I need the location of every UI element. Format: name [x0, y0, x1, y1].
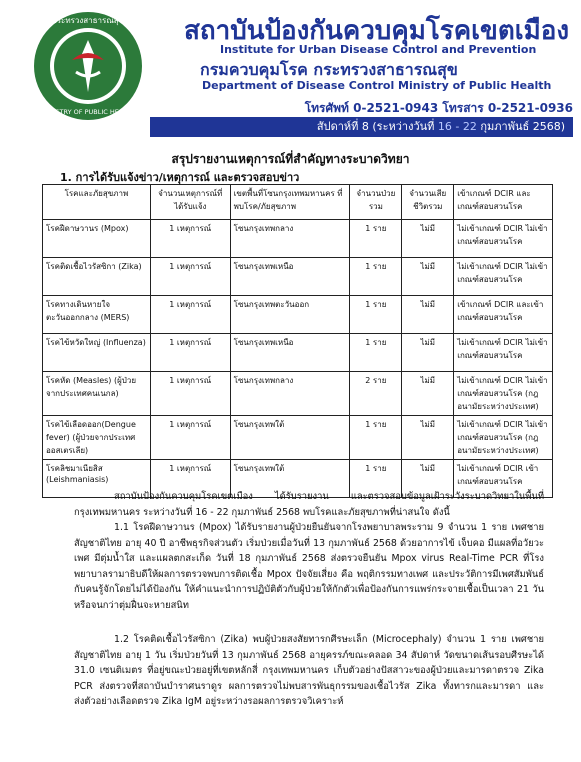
table-row	[43, 258, 553, 296]
cell-criteria: ไม่เข้าเกณฑ์ DCIR เข้าเกณฑ์สอบสวนโรค	[454, 460, 553, 498]
cell-deaths: ไม่มี	[402, 296, 454, 334]
week-label: สัปดาห์ที่ 8 (ระหว่างวันที่	[316, 120, 438, 133]
cell-deaths: ไม่มี	[402, 258, 454, 296]
table-row	[43, 416, 553, 460]
cell-disease: โรคฝีดาษวานร (Mpox)	[43, 220, 151, 258]
cell-deaths: ไม่มี	[402, 372, 454, 416]
cell-deaths: ไม่มี	[402, 460, 454, 498]
header-deaths: จำนวนเสียชีวิตรวม	[402, 185, 454, 220]
institute-name-english: Institute for Urban Disease Control and Prevention	[220, 43, 537, 56]
cell-zone: โซนกรุงเทพเหนือ	[230, 258, 350, 296]
contact-phone-fax: โทรศัพท์ 0-2521-0943 โทรสาร 0-2521-0936	[304, 101, 573, 115]
table-row	[43, 372, 553, 416]
cell-cases: 1 ราย	[350, 334, 402, 372]
cell-criteria: ไม่เข้าเกณฑ์ DCIR ไม่เข้าเกณฑ์สอบสวนโรค	[454, 220, 553, 258]
cell-zone: โซนกรุงเทพกลาง	[230, 372, 350, 416]
cell-criteria: ไม่เข้าเกณฑ์ DCIR ไม่เข้าเกณฑ์สอบสวนโรค	[454, 258, 553, 296]
header-criteria: เข้าเกณฑ์ DCIR และเกณฑ์สอบสวนโรค	[454, 185, 553, 220]
cell-events: 1 เหตุการณ์	[150, 258, 230, 296]
logo-thai-text: กระทรวงสาธารณสุข	[51, 16, 125, 25]
cell-disease: โรคติดเชื้อไวรัสซิกา (Zika)	[43, 258, 151, 296]
cell-zone: โซนกรุงเทพกลาง	[230, 220, 350, 258]
cell-criteria: ไม่เข้าเกณฑ์ DCIR ไม่เข้าเกณฑ์สอบสวนโรค (กฎอนามัยระหว่างประเทศ)	[454, 416, 553, 460]
table-row	[43, 220, 553, 258]
week-end: กุมภาพันธ์ 2568)	[476, 120, 565, 133]
section-title: 1. การได้รับแจ้งข่าว/เหตุการณ์ และตรวจสอบข่าว	[60, 171, 300, 184]
cell-zone: โซนกรุงเทพใต้	[230, 460, 350, 498]
cell-events: 1 เหตุการณ์	[150, 220, 230, 258]
department-name-english: Department of Disease Control Ministry of Public Health	[202, 79, 552, 92]
cell-cases: 2 ราย	[350, 372, 402, 416]
table-header-row	[43, 185, 553, 220]
cell-zone: โซนกรุงเทพใต้	[230, 416, 350, 460]
intro-paragraph: สถาบันป้องกันควบคุมโรคเขตเมือง ได้รับรายงาน และตรวจสอบข้อมูลเฝ้าระวังระบาดวิทยาในพื้นที่กรุงเทพมหานคร ระหว่างวันที่ 16 - 22 กุมภาพันธ์ 2568 พบโรคและภัยสุขภาพที่น่าสนใจ ดังนี้	[74, 491, 544, 518]
cell-cases: 1 ราย	[350, 296, 402, 334]
logo-english-text: MINISTRY OF PUBLIC HEALTH	[41, 108, 135, 116]
institute-name-thai: สถาบันป้องกันควบคุมโรคเขตเมือง	[184, 16, 570, 46]
cell-cases: 1 ราย	[350, 258, 402, 296]
cell-criteria: เข้าเกณฑ์ DCIR และเข้าเกณฑ์สอบสวนโรค	[454, 296, 553, 334]
events-table	[42, 184, 553, 498]
cell-cases: 1 ราย	[350, 416, 402, 460]
cell-criteria: ไม่เข้าเกณฑ์ DCIR ไม่เข้าเกณฑ์สอบสวนโรค	[454, 334, 553, 372]
header-cases: จำนวนป่วยรวม	[350, 185, 402, 220]
cell-events: 1 เหตุการณ์	[150, 416, 230, 460]
cell-events: 1 เหตุการณ์	[150, 334, 230, 372]
department-name-thai: กรมควบคุมโรค กระทรวงสาธารณสุข	[200, 60, 458, 79]
cell-events: 1 เหตุการณ์	[150, 372, 230, 416]
cell-events: 1 เหตุการณ์	[150, 460, 230, 498]
cell-disease: โรคไข้เลือดออก(Dengue fever) (ผู้ป่วยจากประเทศออสเตรเลีย)	[43, 416, 151, 460]
report-title: สรุปรายงานเหตุการณ์ที่สำคัญทางระบาดวิทยา	[171, 152, 410, 166]
zika-paragraph: 1.2 โรคติดเชื้อไวรัสซิกา (Zika) พบผู้ป่วยสงสัยทารกศีรษะเล็ก (Microcephaly) จำนวน 1 ราย เพศชาย สัญชาติไทย อายุ 1 วัน เริ่มป่วยวันที่ 13 กุมภาพันธ์ 2568 อายุครรภ์ขณะคลอด 34 สัปดาห์ วัดขนาดเส้นรอบศีรษะได้ 31.0 เซนติเมตร ที่อยู่ขณะป่วยอยู่ที่เขตหลักสี่ กรุงเทพมหานคร เก็บตัวอย่างปัสสาวะของผู้ป่วยและมารดาตรวจ Zika PCR ส่งตรวจที่สถาบันบำราศนราดูร ผลการตรวจไม่พบสารพันธุกรรมของเชื้อไวรัส Zika ทั้งทารกและมารดา และส่งตัวอย่างเลือดตรวจ Zika IgM อยู่ระหว่างรอผลการตรวจวิเคราะห์	[74, 634, 544, 707]
cell-cases: 1 ราย	[350, 220, 402, 258]
cell-disease: โรคหัด (Measles) (ผู้ป่วยจากประเทศคนเนกล)	[43, 372, 151, 416]
cell-cases: 1 ราย	[350, 460, 402, 498]
table-row	[43, 296, 553, 334]
header-event-count: จำนวนเหตุการณ์ที่ได้รับแจ้ง	[150, 185, 230, 220]
cell-disease: โรคลิชมาเนียสิส (Leishmaniasis)	[43, 460, 151, 498]
cell-disease: โรคไข้หวัดใหญ่ (Influenza)	[43, 334, 151, 372]
cell-deaths: ไม่มี	[402, 416, 454, 460]
header-zone: เขตพื้นที่โซนกรุงเทพมหานคร ที่พบโรค/ภัยสุขภาพ	[230, 185, 350, 220]
cell-zone: โซนกรุงเทพตะวันออก	[230, 296, 350, 334]
cell-zone: โซนกรุงเทพเหนือ	[230, 334, 350, 372]
cell-deaths: ไม่มี	[402, 334, 454, 372]
ministry-logo	[32, 10, 144, 122]
week-range: 16 - 22	[437, 120, 477, 133]
cell-deaths: ไม่มี	[402, 220, 454, 258]
cell-events: 1 เหตุการณ์	[150, 296, 230, 334]
header-disease: โรคและภัยสุขภาพ	[43, 185, 151, 220]
table-row	[43, 334, 553, 372]
week-banner	[150, 117, 573, 137]
cell-disease: โรคทางเดินหายใจตะวันออกกลาง (MERS)	[43, 296, 151, 334]
cell-criteria: ไม่เข้าเกณฑ์ DCIR ไม่เข้าเกณฑ์สอบสวนโรค (กฎอนามัยระหว่างประเทศ)	[454, 372, 553, 416]
mpox-paragraph: 1.1 โรคฝีดาษวานร (Mpox) ได้รับรายงานผู้ป่วยยืนยันจากโรงพยาบาลพระราม 9 จำนวน 1 ราย เพศชาย สัญชาติไทย อายุ 40 ปี อาชีพธุรกิจส่วนตัว เริ่มป่วยเมื่อวันที่ 13 กุมภาพันธ์ 2568 ด้วยอาการไข้ เจ็บคอ มีแผลที่อวัยวะเพศ มีตุ่มน้ำใส และแผลตกสะเก็ด วันที่ 18 กุมภาพันธ์ 2568 ส่งตรวจยืนยัน Mpox virus Real-Time PCR ที่โรงพยาบาลรามาธิบดีให้ผลการตรวจพบการติดเชื้อ Mpox ปัจจัยเสี่ยง คือ พฤติกรรมทางเพศ และประวัติการมีเพศสัมพันธ์กับคนรู้จักโดยไม่ได้ป้องกัน ให้คำแนะนำการปฏิบัติตัวกับผู้ป่วยให้กักตัวเพื่อป้องกันการแพร่กระจายเชื้อเป็นเวลา 21 วันหรือจนกว่าตุ่มฝื่นจะหายสนิท	[74, 522, 544, 611]
